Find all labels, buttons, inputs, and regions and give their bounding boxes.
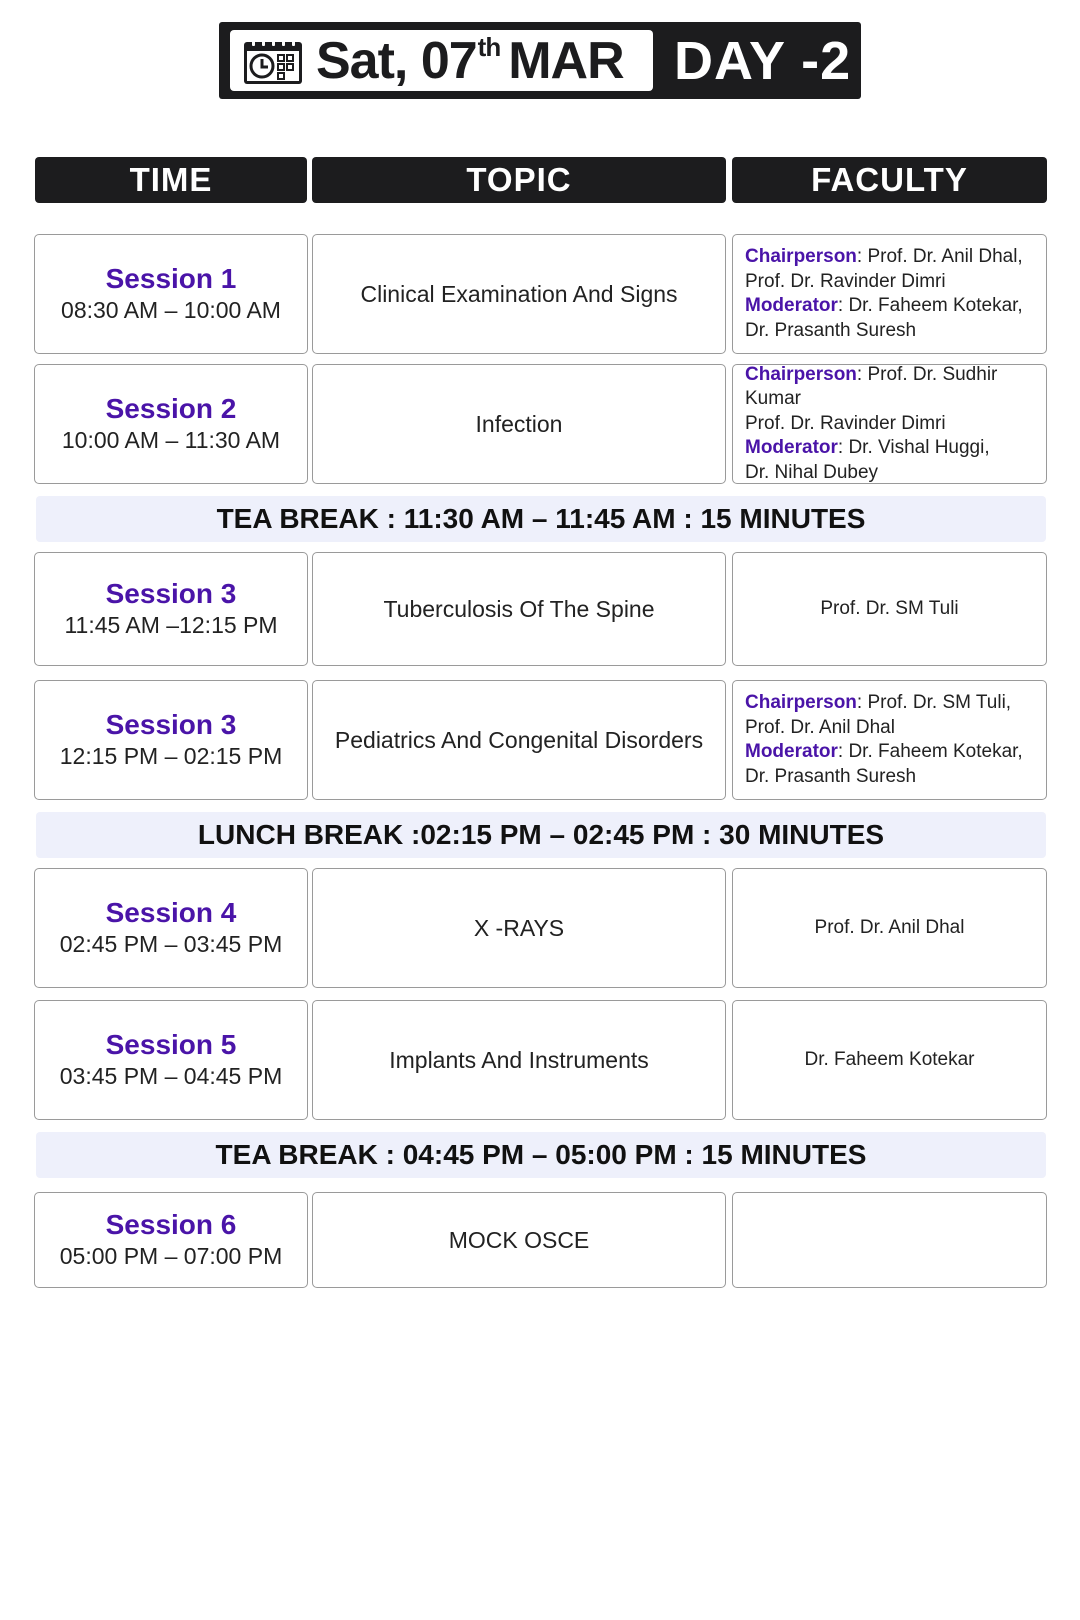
- day-label: DAY -2: [674, 31, 852, 91]
- session-time: 08:30 AM – 10:00 AM: [61, 297, 281, 323]
- topic-text: Infection: [475, 410, 563, 437]
- moderator-label: Moderator: [745, 295, 838, 316]
- day-number: 07: [420, 32, 477, 90]
- session-name: Session 3: [105, 578, 237, 609]
- topic-cell: [312, 680, 726, 800]
- moderator-line: [745, 740, 1023, 765]
- moderator-label: Moderator: [745, 437, 838, 459]
- chairperson-label: Chairperson: [745, 363, 857, 385]
- topic-cell: [312, 364, 726, 484]
- moderator-label: Moderator: [745, 741, 838, 762]
- time-cell: [34, 680, 308, 800]
- topic-text: Tuberculosis Of The Spine: [383, 595, 655, 622]
- moderator-names-2: Dr. Nihal Dubey: [745, 461, 879, 483]
- topic-text: Clinical Examination And Signs: [360, 280, 678, 307]
- date-box: [230, 30, 653, 91]
- chairperson-names: : Prof. Dr. SM Tuli,: [856, 692, 1012, 713]
- time-cell: [34, 234, 308, 354]
- time-cell: [34, 1000, 308, 1120]
- chairperson-label: Chairperson: [745, 692, 857, 713]
- session-name: Session 5: [105, 1029, 237, 1060]
- session-time: 03:45 PM – 04:45 PM: [59, 1063, 283, 1089]
- topic-cell: [312, 1000, 726, 1120]
- topic-cell: [312, 1192, 726, 1288]
- chairperson-names: : Prof. Dr. Sudhir Kumar: [745, 363, 998, 410]
- time-cell: [34, 868, 308, 988]
- session-name: Session 4: [105, 897, 237, 928]
- session-name: Session 1: [105, 263, 237, 294]
- month: MAR: [508, 32, 624, 90]
- column-header-faculty: FACULTY: [732, 157, 1047, 203]
- topic-text: Implants And Instruments: [389, 1046, 649, 1073]
- break-banner: LUNCH BREAK :02:15 PM – 02:45 PM : 30 MINUTES: [36, 812, 1046, 858]
- break-banner: TEA BREAK : 04:45 PM – 05:00 PM : 15 MINUTES: [36, 1132, 1046, 1178]
- chairperson-names-2: Prof. Dr. Anil Dhal: [745, 716, 895, 738]
- chairperson-names-2: Prof. Dr. Ravinder Dimri: [745, 270, 946, 292]
- chairperson-names: : Prof. Dr. Anil Dhal,: [856, 246, 1023, 267]
- topic-text: MOCK OSCE: [448, 1226, 590, 1253]
- date-text: [316, 32, 624, 90]
- date-badge: [219, 22, 861, 99]
- session-time: 02:45 PM – 03:45 PM: [59, 931, 283, 957]
- time-cell: [34, 552, 308, 666]
- topic-cell: [312, 552, 726, 666]
- moderator-names: : Dr. Faheem Kotekar,: [837, 741, 1023, 762]
- faculty-names: Prof. Dr. Anil Dhal: [814, 917, 965, 938]
- session-time: 11:45 AM –12:15 PM: [64, 612, 278, 638]
- chairperson-line: [745, 245, 1023, 270]
- session-name: Session 6: [105, 1209, 237, 1240]
- chairperson-label: Chairperson: [745, 246, 857, 267]
- moderator-line: [745, 294, 1023, 319]
- day-of-week: Sat,: [316, 32, 408, 90]
- faculty-cell: [732, 680, 1047, 800]
- chairperson-line: [745, 363, 1034, 412]
- moderator-names: : Dr. Faheem Kotekar,: [837, 295, 1023, 316]
- moderator-names: : Dr. Vishal Huggi,: [837, 437, 990, 459]
- time-cell: [34, 364, 308, 484]
- faculty-names: Prof. Dr. SM Tuli: [820, 598, 959, 619]
- column-header-time: TIME: [35, 157, 307, 203]
- session-time: 12:15 PM – 02:15 PM: [59, 743, 283, 769]
- topic-text: Pediatrics And Congenital Disorders: [334, 726, 704, 753]
- faculty-cell: [732, 552, 1047, 666]
- faculty-cell: [732, 364, 1047, 484]
- time-cell: [34, 1192, 308, 1288]
- moderator-names-2: Dr. Prasanth Suresh: [745, 765, 917, 787]
- column-header-topic: TOPIC: [312, 157, 726, 203]
- moderator-names-2: Dr. Prasanth Suresh: [745, 319, 917, 341]
- moderator-line: [745, 436, 990, 461]
- day-suffix: th: [477, 32, 501, 62]
- faculty-cell: [732, 1000, 1047, 1120]
- chairperson-names-2: Prof. Dr. Ravinder Dimri: [745, 412, 946, 434]
- break-banner: TEA BREAK : 11:30 AM – 11:45 AM : 15 MINUTES: [36, 496, 1046, 542]
- faculty-cell: [732, 234, 1047, 354]
- session-name: Session 3: [105, 709, 237, 740]
- topic-cell: [312, 868, 726, 988]
- session-time: 10:00 AM – 11:30 AM: [61, 427, 281, 453]
- faculty-cell: [732, 868, 1047, 988]
- calendar-icon: [242, 36, 304, 86]
- faculty-names: Dr. Faheem Kotekar: [804, 1049, 975, 1070]
- topic-cell: [312, 234, 726, 354]
- chairperson-line: [745, 691, 1011, 716]
- topic-text: X -RAYS: [473, 914, 565, 941]
- faculty-cell: [732, 1192, 1047, 1288]
- session-name: Session 2: [105, 393, 237, 424]
- session-time: 05:00 PM – 07:00 PM: [59, 1243, 283, 1269]
